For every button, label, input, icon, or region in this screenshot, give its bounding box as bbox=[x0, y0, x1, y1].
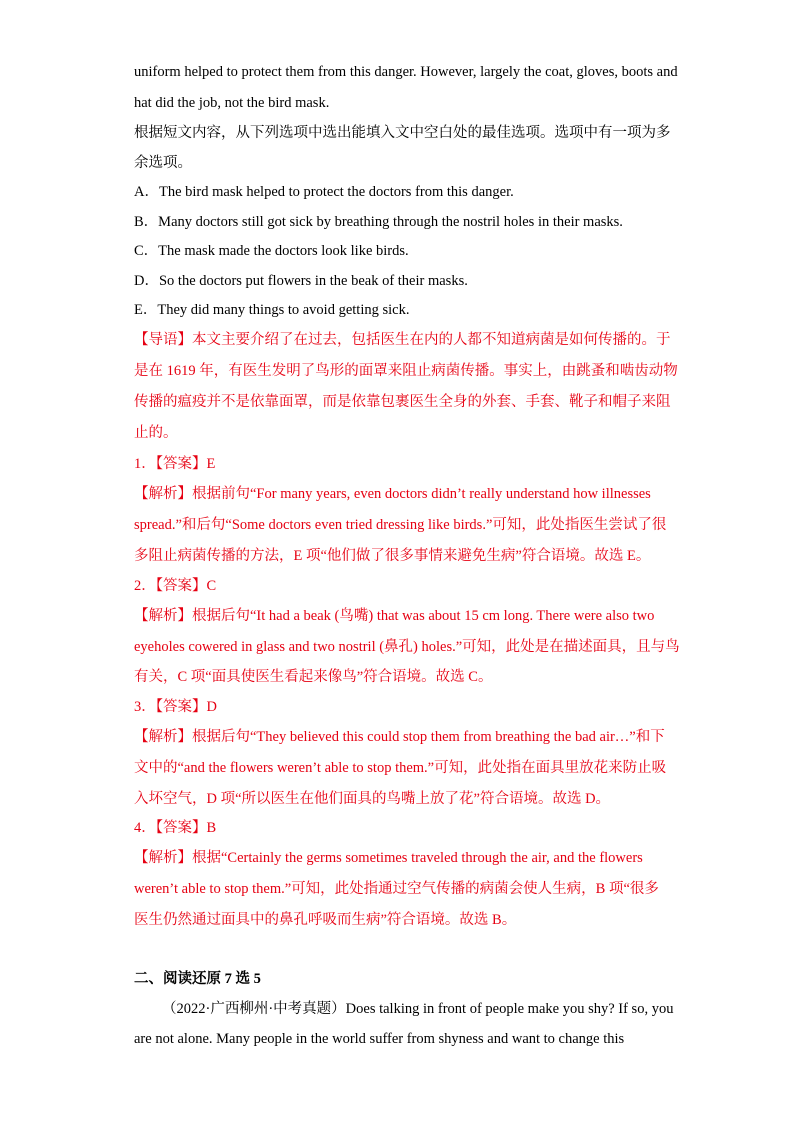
passage-line: hat did the job, not the bird mask. bbox=[134, 95, 330, 111]
analysis-3-line: 文中的“and the flowers weren’t able to stop them.”可知，此处指在面具里放花来防止吸 bbox=[134, 760, 667, 776]
instruction-line: 余选项。 bbox=[134, 155, 192, 171]
analysis-3-line: 【解析】根据后句“They believed this could stop them from breathing the bad air…”和下 bbox=[134, 729, 665, 745]
option-d: D．So the doctors put flowers in the beak of their masks. bbox=[134, 273, 468, 289]
analysis-2-line: 【解析】根据后句“It had a beak (鸟嘴) that was about 15 cm long. There were also two bbox=[134, 608, 655, 624]
section-heading: 二、阅读还原 7 选 5 bbox=[134, 971, 261, 987]
option-e: E．They did many things to avoid getting sick. bbox=[134, 302, 410, 318]
instruction-line: 根据短文内容，从下列选项中选出能填入文中空白处的最佳选项。选项中有一项为多 bbox=[134, 125, 671, 141]
answer-1: 1．【答案】E bbox=[134, 456, 216, 472]
analysis-1-line: 多阻止病菌传播的方法，E 项“他们做了很多事情来避免生病”符合语境。故选 E。 bbox=[134, 548, 651, 564]
section2-line: （2022·广西柳州·中考真题）Does talking in front of people make you shy? If so, you bbox=[162, 1001, 674, 1017]
passage-line: uniform helped to protect them from this danger. However, largely the coat, gloves, boots and bbox=[134, 64, 678, 80]
option-b: B．Many doctors still got sick by breathing through the nostril holes in their masks. bbox=[134, 214, 623, 230]
analysis-2-line: eyeholes cowered in glass and two nostril (鼻孔) holes.”可知，此处是在描述面具，且与鸟 bbox=[134, 639, 680, 655]
analysis-4-line: weren’t able to stop them.”可知，此处指通过空气传播的病菌会使人生病，B 项“很多 bbox=[134, 881, 659, 897]
guide-line: 传播的瘟疫并不是依靠面罩，而是依靠包裹医生全身的外套、手套、靴子和帽子来阻 bbox=[134, 394, 671, 410]
option-c: C．The mask made the doctors look like birds. bbox=[134, 243, 409, 259]
option-a: A．The bird mask helped to protect the doctors from this danger. bbox=[134, 184, 514, 200]
guide-line: 是在 1619 年，有医生发明了鸟形的面罩来阻止病菌传播。事实上，由跳蚤和啮齿动物 bbox=[134, 363, 678, 379]
analysis-4-line: 【解析】根据“Certainly the germs sometimes traveled through the air, and the flowers bbox=[134, 850, 643, 866]
section2-line: are not alone. Many people in the world suffer from shyness and want to change this bbox=[134, 1031, 625, 1047]
guide-line: 【导语】本文主要介绍了在过去，包括医生在内的人都不知道病菌是如何传播的。于 bbox=[134, 332, 671, 348]
analysis-1-line: spread.”和后句“Some doctors even tried dressing like birds.”可知，此处指医生尝试了很 bbox=[134, 517, 667, 533]
guide-line: 止的。 bbox=[134, 425, 178, 441]
answer-3: 3．【答案】D bbox=[134, 699, 217, 715]
analysis-1-line: 【解析】根据前句“For many years, even doctors didn’t really understand how illnesses bbox=[134, 486, 651, 502]
answer-4: 4．【答案】B bbox=[134, 820, 217, 836]
analysis-2-line: 有关，C 项“面具使医生看起来像鸟”符合语境。故选 C。 bbox=[134, 669, 493, 685]
analysis-3-line: 入坏空气，D 项“所以医生在他们面具的鸟嘴上放了花”符合语境。故选 D。 bbox=[134, 791, 611, 807]
answer-2: 2．【答案】C bbox=[134, 578, 217, 594]
analysis-4-line: 医生仍然通过面具中的鼻孔呼吸而生病”符合语境。故选 B。 bbox=[134, 912, 517, 928]
